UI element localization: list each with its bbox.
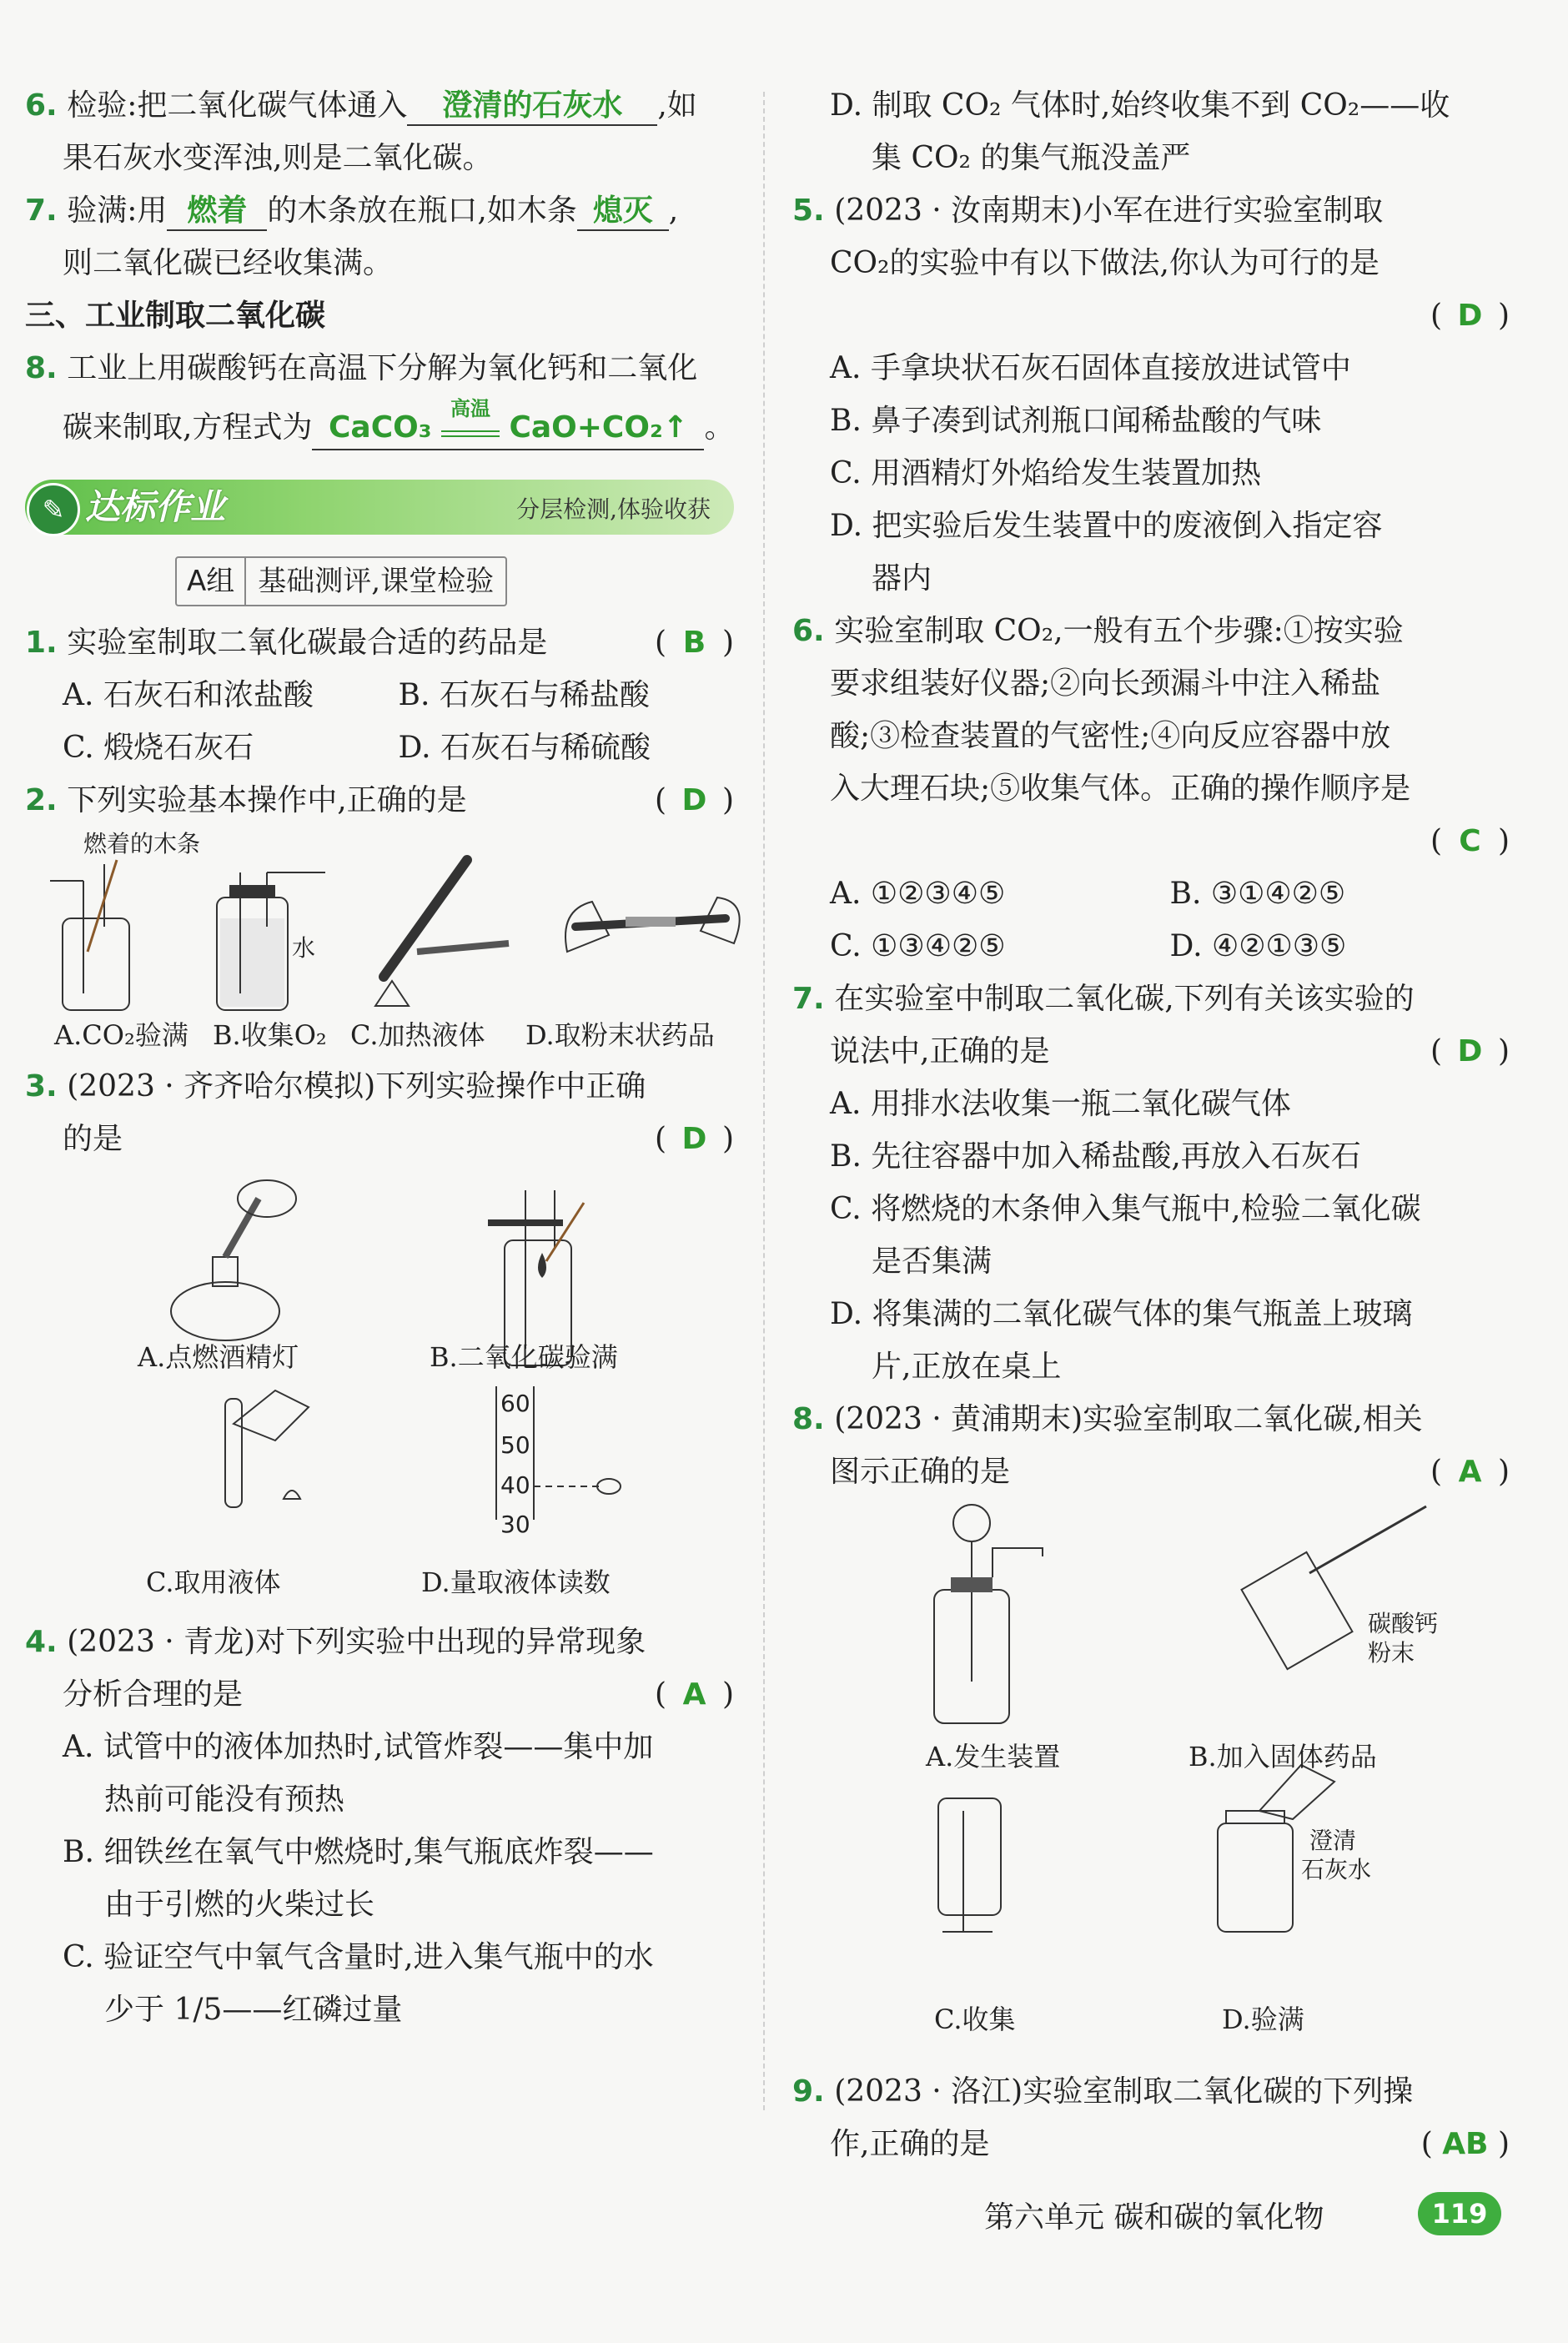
- answer-parens: ( A ): [1430, 1446, 1510, 1498]
- question-7: [25, 184, 734, 237]
- question-9-right: [792, 2065, 1510, 2118]
- question-text: 验满:用: [67, 194, 168, 228]
- question-number: 5.: [792, 194, 825, 228]
- figure-caption-a: A.发生装置: [926, 1741, 1061, 1772]
- answer-choice: D: [681, 1122, 707, 1156]
- question-a2: [25, 774, 734, 827]
- answer-choice: B: [682, 626, 706, 660]
- question-number: 8.: [25, 351, 58, 385]
- option-c-cont: 少于 1/5——红磷过量: [104, 1993, 403, 2027]
- equation-equals-sign: [441, 430, 500, 437]
- figure-label: 粉末: [1368, 1639, 1415, 1667]
- q8-apparatus-illustration: [792, 1498, 1510, 2032]
- figure-caption-d: D.验满: [1222, 2004, 1304, 2035]
- figure-caption-c: C.取用液体: [146, 1566, 281, 1598]
- group-label: A组: [177, 558, 246, 605]
- pencil-icon: ✎: [27, 483, 80, 536]
- option-d: D. 石灰石与稀硫酸: [398, 731, 651, 765]
- answer-parens: ( D ): [1430, 1025, 1510, 1078]
- figure-label: 水: [292, 934, 316, 962]
- question-number: 8.: [792, 1402, 825, 1436]
- column-divider: [763, 92, 765, 2110]
- figure-label: 燃着的木条: [83, 830, 201, 857]
- group-title: 基础测评,课堂检验: [258, 565, 495, 598]
- question-number: 1.: [25, 626, 58, 660]
- answer-blank: 熄灭: [592, 194, 653, 228]
- question-number: 4.: [25, 1625, 58, 1659]
- option-b-cont: 由于引燃的火柴过长: [104, 1888, 375, 1922]
- figure-caption-b: B.二氧化碳验满: [430, 1341, 618, 1373]
- option-d: D. ④②①③⑤: [1169, 929, 1347, 963]
- answer-choice: C: [1459, 824, 1481, 858]
- option-a: A. 用排水法收集一瓶二氧化碳气体: [830, 1087, 1291, 1121]
- option-d-cont: 集 CO₂ 的集气瓶没盖严: [872, 141, 1191, 175]
- option-d: D. 制取 CO₂ 气体时,始终收集不到 CO₂——收: [830, 88, 1450, 123]
- question-text: CO₂的实验中有以下做法,你认为可行的是: [830, 246, 1380, 280]
- group-label-box: [175, 556, 507, 606]
- q3-figures: [25, 1165, 734, 1616]
- options: [25, 722, 734, 774]
- option-b: B. 鼻子凑到试剂瓶口闻稀盐酸的气味: [830, 404, 1322, 438]
- question-text: 下列实验基本操作中,正确的是: [67, 783, 467, 817]
- figure-caption-b: B.加入固体药品: [1189, 1741, 1377, 1772]
- right-column: [792, 79, 1510, 2170]
- figure-caption-d: D.取粉末状药品: [525, 1019, 715, 1051]
- question-number: 6.: [25, 88, 58, 123]
- option-c-cont: 是否集满: [872, 1244, 993, 1279]
- question-number: 2.: [25, 783, 58, 817]
- question-text: 果石灰水变浑浊,则是二氧化碳。: [63, 141, 493, 175]
- question-text: 图示正确的是: [830, 1455, 1011, 1489]
- question-8: [25, 342, 734, 395]
- answer-parens: ( D ): [655, 774, 734, 827]
- option-d-cont: 片,正放在桌上: [872, 1350, 1062, 1384]
- question-text: 实验室制取 CO₂,一般有五个步骤:①按实验: [834, 614, 1404, 648]
- options: [792, 867, 1510, 920]
- question-9-cont: [792, 2118, 1510, 2170]
- homework-banner: [25, 480, 734, 535]
- section-heading: 三、工业制取二氧化碳: [25, 299, 326, 333]
- question-a3-cont: [25, 1113, 734, 1165]
- answer-choice: A: [682, 1677, 706, 1712]
- question-text: (2023 · 洛江)实验室制取二氧化碳的下列操: [834, 2074, 1414, 2109]
- equation-reactant: CaCO₃: [329, 410, 432, 445]
- question-text: 分析合理的是: [63, 1677, 244, 1712]
- option-b: B. ③①④②⑤: [1169, 877, 1346, 911]
- option-c: C. 用酒精灯外焰给发生装置加热: [830, 456, 1262, 490]
- option-a: A. 试管中的液体加热时,试管炸裂——集中加: [63, 1730, 654, 1764]
- question-text: ,: [668, 194, 679, 228]
- question-a3: [25, 1060, 734, 1113]
- answer-blank: 燃着: [187, 194, 248, 228]
- option-a-cont: 热前可能没有预热: [104, 1782, 345, 1817]
- option-c: C. 验证空气中氧气含量时,进入集气瓶中的水: [63, 1940, 654, 1974]
- page-number: 119: [1418, 2192, 1501, 2235]
- answer-choice: D: [1457, 299, 1483, 333]
- options: [25, 669, 734, 722]
- answer-parens: ( D ): [655, 1113, 734, 1165]
- left-column: [25, 79, 734, 2036]
- figure-caption-d: D.量取液体读数: [421, 1566, 611, 1598]
- answer-parens: ( A ): [655, 1668, 734, 1721]
- eye-icon: [597, 1479, 621, 1494]
- answer-parens: ( D ): [1430, 289, 1510, 342]
- question-text: 在实验室中制取二氧化碳,下列有关该实验的: [834, 982, 1415, 1016]
- answer-row: [792, 815, 1510, 867]
- option-a: A. ①②③④⑤: [830, 877, 1006, 911]
- figure-label: 澄清: [1309, 1827, 1357, 1854]
- tick-label: 30: [500, 1511, 530, 1538]
- figure-label: 石灰水: [1301, 1856, 1372, 1883]
- question-7-right: [792, 973, 1510, 1025]
- question-text: 酸;③检查装置的气密性;④向反应容器中放: [830, 719, 1391, 753]
- question-5: [792, 184, 1510, 237]
- question-7-cont: [792, 1025, 1510, 1078]
- option-b: B. 石灰石与稀盐酸: [398, 678, 650, 712]
- answer-choice: A: [1458, 1455, 1482, 1489]
- option-d: D. 把实验后发生装置中的废液倒入指定容: [830, 509, 1383, 543]
- figure-caption-b: B.收集O₂: [213, 1019, 327, 1051]
- option-d-cont: 器内: [872, 561, 932, 596]
- question-text: (2023 · 青龙)对下列实验中出现的异常现象: [67, 1625, 646, 1659]
- question-text: 要求组装好仪器;②向长颈漏斗中注入稀盐: [830, 666, 1381, 701]
- question-text: (2023 · 汝南期末)小军在进行实验室制取: [834, 194, 1384, 228]
- question-text: (2023 · 黄浦期末)实验室制取二氧化碳,相关: [834, 1402, 1423, 1436]
- q3-apparatus-illustration: [25, 1165, 734, 1566]
- question-text: 的是: [63, 1122, 123, 1156]
- question-text: 检验:把二氧化碳气体通入: [67, 88, 408, 123]
- question-number: 6.: [792, 614, 825, 648]
- option-b: B. 先往容器中加入稀盐酸,再放入石灰石: [830, 1139, 1361, 1174]
- tick-label: 60: [500, 1390, 530, 1417]
- question-text: 则二氧化碳已经收集满。: [63, 246, 394, 280]
- answer-blank: 澄清的石灰水: [442, 88, 623, 123]
- question-text: ,如: [657, 88, 697, 123]
- answer-parens: ( AB ): [1421, 2118, 1510, 2170]
- question-number: 7.: [25, 194, 58, 228]
- option-a: A. 石灰石和浓盐酸: [63, 678, 314, 712]
- figure-caption-c: C.收集: [934, 2004, 1016, 2035]
- equation-line: [25, 395, 734, 461]
- footer-unit-title: 第六单元 碳和碳的氧化物: [984, 2200, 1324, 2235]
- answer-parens: ( B ): [655, 616, 734, 669]
- question-a4-cont: [25, 1668, 734, 1721]
- banner-title: 达标作业: [85, 486, 226, 527]
- option-a: A. 手拿块状石灰石固体直接放进试管中: [830, 351, 1351, 385]
- options: [792, 920, 1510, 973]
- figure-caption-c: C.加热液体: [350, 1019, 485, 1051]
- question-text: 实验室制取二氧化碳最合适的药品是: [67, 626, 548, 660]
- question-text: 工业上用碳酸钙在高温下分解为氧化钙和二氧化: [67, 351, 698, 385]
- question-8-cont: [792, 1446, 1510, 1498]
- question-a4: [25, 1616, 734, 1668]
- question-text: (2023 · 齐齐哈尔模拟)下列实验操作中正确: [67, 1069, 646, 1104]
- question-a1: [25, 616, 734, 669]
- equation-products: CaO+CO₂↑: [509, 410, 688, 445]
- tick-label: 50: [500, 1431, 530, 1459]
- answer-choice: D: [1457, 1034, 1483, 1068]
- question-text: 碳来制取,方程式为: [63, 410, 313, 445]
- option-c: C. 将燃烧的木条伸入集气瓶中,检验二氧化碳: [830, 1192, 1421, 1226]
- question-number: 3.: [25, 1069, 58, 1104]
- q2-figures: [25, 827, 734, 1060]
- figure-caption-a: A.CO₂验满: [54, 1019, 188, 1051]
- question-6-right: [792, 605, 1510, 657]
- equation-condition: 高温: [450, 397, 490, 420]
- question-number: 9.: [792, 2074, 825, 2109]
- question-number: 7.: [792, 982, 825, 1016]
- option-c: C. ①③④②⑤: [830, 929, 1006, 963]
- question-text: 。: [704, 410, 735, 445]
- tick-label: 40: [500, 1471, 530, 1499]
- question-text: 入大理石块;⑤收集气体。正确的操作顺序是: [830, 772, 1411, 806]
- answer-choice: AB: [1442, 2127, 1489, 2161]
- option-d: D. 将集满的二氧化碳气体的集气瓶盖上玻璃: [830, 1297, 1413, 1331]
- cylinder-ticks: [500, 1390, 530, 1538]
- answer-choice: D: [681, 783, 707, 817]
- option-c: C. 煅烧石灰石: [63, 731, 254, 765]
- question-text: 作,正确的是: [830, 2127, 990, 2161]
- question-text: 说法中,正确的是: [830, 1034, 1050, 1068]
- q2-apparatus-illustration: [25, 827, 734, 1010]
- question-8-right: [792, 1393, 1510, 1446]
- option-b: B. 细铁丝在氧气中燃烧时,集气瓶底炸裂——: [63, 1835, 654, 1869]
- question-6: [25, 79, 734, 132]
- banner-subtitle: 分层检测,体验收获: [516, 495, 711, 523]
- figure-caption-a: A.点燃酒精灯: [138, 1341, 299, 1373]
- figure-label: 碳酸钙: [1368, 1610, 1439, 1637]
- q8-figures: [792, 1498, 1510, 2065]
- answer-row: [792, 289, 1510, 342]
- answer-parens: ( C ): [1430, 815, 1510, 867]
- question-text: 的木条放在瓶口,如木条: [267, 194, 577, 228]
